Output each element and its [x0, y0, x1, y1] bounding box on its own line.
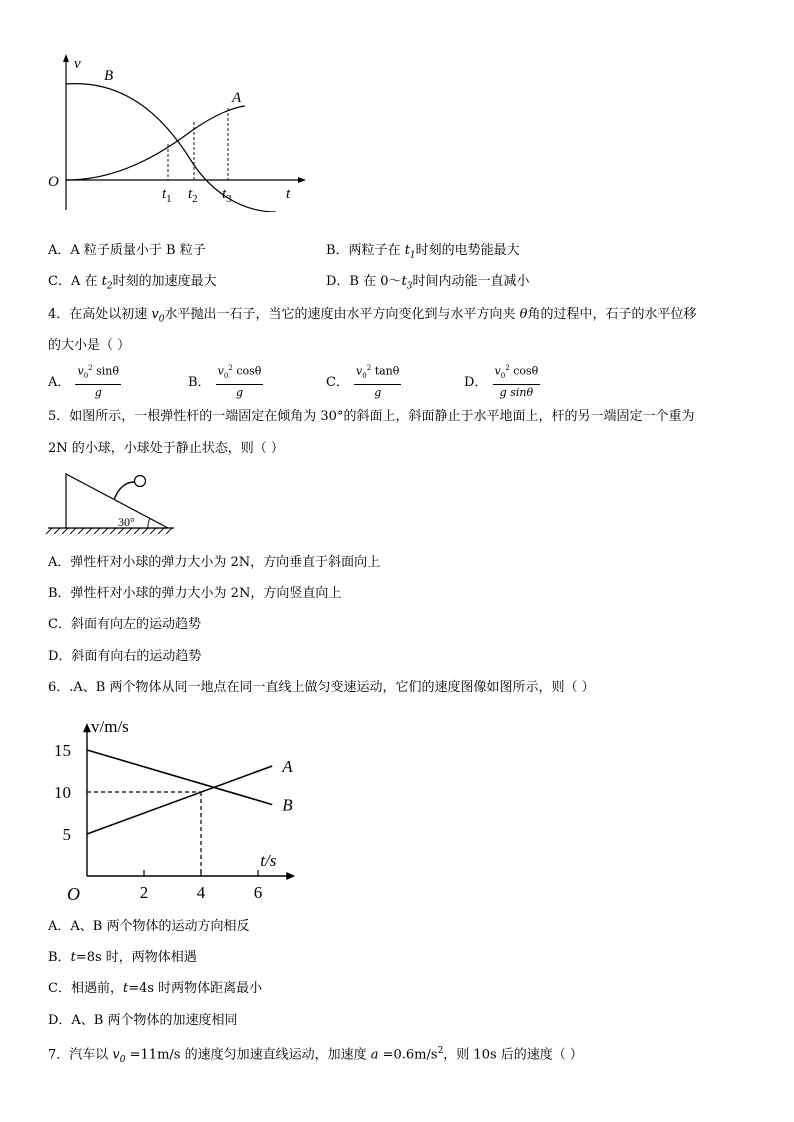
- q5-stem-line1: 5．如图所示，一根弹性杆的一端固定在倾角为 30°的斜面上，斜面静止于水平地面上，杆的另一端固定一个重为: [48, 409, 695, 424]
- graph1-v-label: v: [74, 56, 81, 72]
- q5-incline: [66, 474, 168, 528]
- q6-option-b-pre: B．: [48, 950, 71, 965]
- chart-x-tick-label: 6: [253, 883, 263, 902]
- graph1-t-label: t: [286, 186, 291, 202]
- q4-option-c-label: C．: [326, 374, 349, 390]
- graph1-t3-label: $t_3$: [222, 186, 232, 205]
- chart-origin-label: O: [67, 884, 80, 904]
- chart-x-tick-label: 4: [196, 883, 206, 902]
- chart-y-tick-label: 5: [62, 825, 71, 844]
- q4-stem-line1: [48, 306, 696, 329]
- q3-option-b-sub: 1: [409, 250, 416, 261]
- q4-stem-line2: 的大小是（ ）: [48, 338, 131, 353]
- q3-option-d-t: t: [401, 274, 407, 289]
- q3-option-d-pre: D．B 在 0～: [326, 274, 402, 289]
- chart-series-label-A: A: [282, 756, 293, 776]
- chart-y-tick-label: 15: [54, 741, 71, 760]
- chart-series-B: [87, 750, 272, 805]
- q7-post: ，则 10s 后的速度（ ）: [443, 1047, 583, 1063]
- q7-v0-sub: 0: [119, 1054, 126, 1065]
- q4-option-d-fraction: $\frac{v_0^2 \cos\theta}{\text{g sinθ}}$: [494, 364, 539, 399]
- q3-option-a[interactable]: A．A 粒子质量小于 B 粒子: [48, 243, 206, 258]
- graph-1: [40, 52, 320, 212]
- graph1-t2-label: $t_2$: [188, 186, 198, 205]
- q4-option-a[interactable]: [48, 362, 121, 399]
- q5-ball: [135, 476, 146, 487]
- q6-option-b[interactable]: [48, 949, 197, 967]
- q7-mid2: =0.6m/s: [378, 1047, 438, 1063]
- q6-option-c-pre: C．相遇前，: [48, 981, 123, 996]
- q5-option-c[interactable]: C．斜面有向左的运动趋势: [48, 617, 201, 632]
- q7-pre: 7．汽车以: [48, 1047, 113, 1063]
- graph1-origin-label: O: [48, 174, 59, 190]
- q3-option-d-sub: 3: [406, 281, 413, 292]
- chart-y-arrow: [83, 723, 91, 732]
- graph1-t1-label: $t_1$: [162, 186, 172, 205]
- q5-angle-label: 30°: [118, 515, 135, 529]
- q6-option-b-t: t: [70, 950, 76, 965]
- q4-option-a-label: A．: [48, 374, 71, 390]
- q7-mid1: =11m/s 的速度匀加速直线运动，加速度: [125, 1047, 371, 1063]
- q4-theta: θ: [519, 307, 528, 322]
- q3-option-d-post: 时间内动能一直减小: [412, 274, 530, 289]
- q4-stem-pre: 4．在高处以初速: [48, 307, 152, 322]
- q3-option-d[interactable]: [326, 273, 530, 296]
- q6-option-a[interactable]: A．A、B 两个物体的运动方向相反: [48, 919, 250, 934]
- q3-option-b[interactable]: [326, 242, 520, 265]
- q6-option-d[interactable]: D．A、B 两个物体的加速度相同: [48, 1013, 238, 1028]
- q5-option-d[interactable]: D．斜面有向右的运动趋势: [48, 649, 202, 664]
- q7-stem: [48, 1042, 583, 1069]
- chart-y-tick-label: 10: [54, 783, 71, 802]
- q3-option-b-post: 时刻的电势能最大: [415, 243, 520, 258]
- graph1-y-arrow: [63, 54, 69, 62]
- q3-option-c-t: t: [101, 274, 107, 289]
- q4-option-b-fraction: $\frac{v_0^2 \cos\theta}{g}$: [217, 364, 262, 399]
- q5-rod: [114, 482, 134, 500]
- q7-v0: v: [112, 1047, 120, 1063]
- q3-option-b-t: t: [404, 243, 410, 258]
- q3-option-c[interactable]: [48, 273, 217, 296]
- graph1-A-label: A: [232, 90, 242, 106]
- q4-stem-mid: 水平抛出一石子，当它的速度由水平方向变化到与水平方向夹: [164, 307, 520, 322]
- q4-stem-post: 角的过程中，石子的水平位移: [527, 307, 697, 322]
- q6-option-c[interactable]: [48, 980, 262, 998]
- chart-y-axis-label: v/m/s: [91, 717, 129, 736]
- q5-option-b[interactable]: B．弹性杆对小球的弹力大小为 2N，方向竖直向上: [48, 586, 342, 601]
- q4-option-a-fraction: $\frac{v_0^2 \sin\theta}{g}$: [77, 364, 120, 399]
- q4-option-d[interactable]: [464, 362, 540, 399]
- graph1-x-arrow: [298, 177, 306, 183]
- q3-option-c-pre: C．A 在: [48, 274, 102, 289]
- q4-v0-sub: 0: [158, 314, 165, 325]
- graph1-B-label: B: [104, 68, 114, 84]
- chart-series-A: [87, 766, 272, 834]
- q6-velocity-chart: [44, 706, 324, 906]
- q6-option-b-post: =8s 时，两物体相遇: [75, 950, 197, 965]
- q7-sup: 2: [437, 1046, 444, 1056]
- q4-option-b-label: B．: [188, 374, 211, 390]
- q4-option-b[interactable]: [188, 362, 263, 399]
- chart-x-axis-label: t/s: [260, 851, 277, 870]
- q7-a: a: [370, 1047, 379, 1063]
- chart-x-tick-label: 2: [139, 883, 149, 902]
- q4-v0: v: [151, 307, 159, 322]
- q6-option-c-post: =4s 时两物体距离最小: [128, 981, 263, 996]
- q4-option-c-fraction: $\frac{v_0^2 \tan\theta}{g}$: [356, 364, 400, 399]
- chart-x-arrow: [286, 872, 295, 880]
- q3-option-c-post: 时刻的加速度最大: [112, 274, 217, 289]
- q6-option-c-t: t: [122, 981, 129, 996]
- q6-stem: 6．.A、B 两个物体从同一地点在同一直线上做匀变速运动，它们的速度图像如图所示，则（ ）: [48, 680, 595, 695]
- q5-option-a[interactable]: A．弹性杆对小球的弹力大小为 2N，方向垂直于斜面向上: [48, 555, 381, 570]
- q3-option-b-pre: B．两粒子在: [326, 243, 405, 258]
- chart-series-label-B: B: [282, 795, 293, 815]
- q5-stem-line2: 2N 的小球，小球处于静止状态，则（ ）: [48, 441, 284, 456]
- q5-incline-diagram: [44, 470, 184, 536]
- q4-option-d-label: D．: [464, 374, 488, 390]
- q4-option-c[interactable]: [326, 362, 401, 399]
- q3-option-c-sub: 2: [106, 281, 113, 292]
